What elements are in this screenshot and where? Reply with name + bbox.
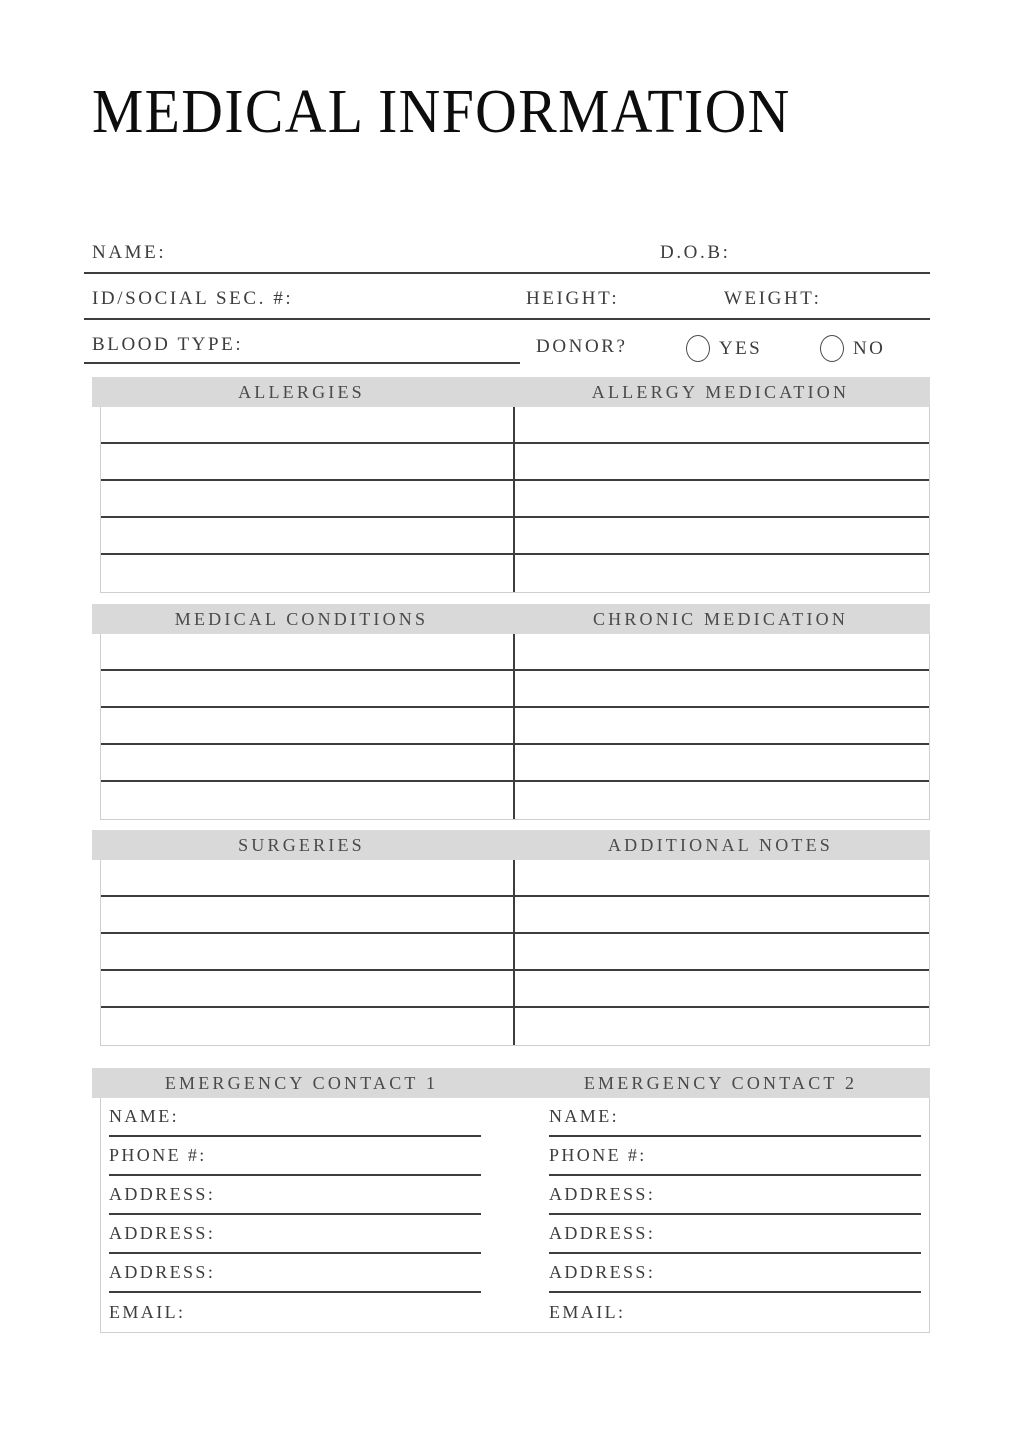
personal-info-row-id bbox=[84, 274, 930, 320]
contact1-address-label-1: ADDRESS: bbox=[109, 1184, 216, 1204]
table-row[interactable] bbox=[101, 634, 929, 671]
blood-type-label: BLOOD TYPE: bbox=[92, 334, 244, 355]
name-label: NAME: bbox=[92, 242, 167, 263]
contact1-phone-row[interactable] bbox=[109, 1137, 481, 1176]
contact2-name-label: NAME: bbox=[549, 1106, 619, 1126]
personal-info-row-blood-donor bbox=[84, 320, 930, 364]
table-row[interactable] bbox=[101, 555, 929, 592]
emergency-contacts-body bbox=[100, 1098, 930, 1333]
section-allergies bbox=[92, 377, 930, 593]
column-divider bbox=[513, 407, 515, 592]
section-surgeries bbox=[92, 830, 930, 1046]
personal-info-row-name bbox=[84, 228, 930, 274]
contact2-address-row-1[interactable] bbox=[549, 1176, 921, 1215]
table-row[interactable] bbox=[101, 708, 929, 745]
section-header-left: ALLERGIES bbox=[238, 381, 365, 402]
contact1-name-label: NAME: bbox=[109, 1106, 179, 1126]
section-header-left: MEDICAL CONDITIONS bbox=[174, 608, 429, 629]
page-title: MEDICAL INFORMATION bbox=[92, 78, 791, 146]
radio-circle-icon[interactable] bbox=[820, 335, 844, 362]
section-header-right: ADDITIONAL NOTES bbox=[607, 834, 833, 855]
section-body bbox=[100, 407, 930, 593]
table-row[interactable] bbox=[101, 481, 929, 518]
contact1-address-label-2: ADDRESS: bbox=[109, 1223, 216, 1243]
contact2-email-row[interactable] bbox=[549, 1293, 921, 1332]
table-row[interactable] bbox=[101, 745, 929, 782]
height-label: HEIGHT: bbox=[526, 288, 620, 309]
emergency-contact-2-column bbox=[515, 1098, 929, 1332]
donor-label: DONOR? bbox=[536, 336, 628, 357]
radio-circle-icon[interactable] bbox=[686, 335, 710, 362]
contact2-address-label-2: ADDRESS: bbox=[549, 1223, 656, 1243]
section-header-row bbox=[92, 1068, 930, 1098]
contact2-name-row[interactable] bbox=[549, 1098, 921, 1137]
id-social-sec-label: ID/SOCIAL SEC. #: bbox=[92, 288, 294, 309]
column-divider bbox=[513, 860, 515, 1045]
emergency-contact-2-header: EMERGENCY CONTACT 2 bbox=[583, 1072, 858, 1093]
contact1-email-label: EMAIL: bbox=[109, 1302, 186, 1322]
table-row[interactable] bbox=[101, 1008, 929, 1045]
emergency-contact-1-column bbox=[101, 1098, 515, 1332]
weight-label: WEIGHT: bbox=[724, 288, 822, 309]
section-header-right: ALLERGY MEDICATION bbox=[591, 381, 850, 402]
section-body bbox=[100, 860, 930, 1046]
contact1-phone-label: PHONE #: bbox=[109, 1145, 207, 1165]
table-row[interactable] bbox=[101, 518, 929, 555]
contact2-address-row-3[interactable] bbox=[549, 1254, 921, 1293]
donor-yes-option[interactable] bbox=[686, 335, 762, 362]
emergency-contact-1-header: EMERGENCY CONTACT 1 bbox=[164, 1072, 439, 1093]
section-medical-conditions bbox=[92, 604, 930, 820]
donor-yes-label: YES bbox=[719, 337, 763, 359]
table-row[interactable] bbox=[101, 860, 929, 897]
contact1-address-label-3: ADDRESS: bbox=[109, 1262, 216, 1282]
table-row[interactable] bbox=[101, 782, 929, 819]
table-row[interactable] bbox=[101, 444, 929, 481]
table-row[interactable] bbox=[101, 671, 929, 708]
contact1-address-row-2[interactable] bbox=[109, 1215, 481, 1254]
contact2-address-label-3: ADDRESS: bbox=[549, 1262, 656, 1282]
contact2-address-row-2[interactable] bbox=[549, 1215, 921, 1254]
contact1-name-row[interactable] bbox=[109, 1098, 481, 1137]
personal-info-block bbox=[84, 228, 930, 364]
donor-no-label: NO bbox=[853, 337, 886, 359]
column-divider bbox=[513, 634, 515, 819]
donor-no-option[interactable] bbox=[820, 335, 885, 362]
table-row[interactable] bbox=[101, 407, 929, 444]
table-row[interactable] bbox=[101, 897, 929, 934]
contact2-phone-row[interactable] bbox=[549, 1137, 921, 1176]
table-row[interactable] bbox=[101, 934, 929, 971]
blood-type-rule bbox=[84, 362, 520, 364]
contact2-email-label: EMAIL: bbox=[549, 1302, 626, 1322]
contact1-address-row-1[interactable] bbox=[109, 1176, 481, 1215]
table-row[interactable] bbox=[101, 971, 929, 1008]
dob-label: D.O.B: bbox=[660, 242, 731, 263]
contact1-address-row-3[interactable] bbox=[109, 1254, 481, 1293]
section-header-row bbox=[92, 830, 930, 860]
contact2-address-label-1: ADDRESS: bbox=[549, 1184, 656, 1204]
contact2-phone-label: PHONE #: bbox=[549, 1145, 647, 1165]
section-header-row bbox=[92, 604, 930, 634]
section-header-row bbox=[92, 377, 930, 407]
section-body bbox=[100, 634, 930, 820]
contact1-email-row[interactable] bbox=[109, 1293, 481, 1332]
section-header-left: SURGERIES bbox=[238, 834, 365, 855]
section-header-right: CHRONIC MEDICATION bbox=[592, 608, 849, 629]
section-emergency-contacts bbox=[92, 1068, 930, 1333]
